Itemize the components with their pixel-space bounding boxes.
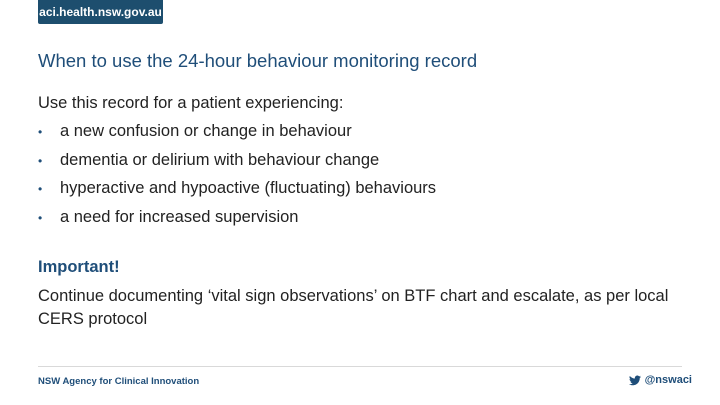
list-item bbox=[38, 204, 436, 233]
list-item bbox=[38, 175, 436, 204]
footer-divider bbox=[38, 366, 682, 367]
bullet-icon: • bbox=[38, 125, 43, 139]
criteria-list bbox=[38, 118, 436, 232]
intro-text: Use this record for a patient experiencing: bbox=[38, 94, 344, 112]
important-note: Continue documenting ‘vital sign observations’ on BTF chart and escalate, as per local CERS protocol bbox=[38, 287, 669, 328]
important-heading: Important! bbox=[38, 258, 120, 276]
footer-organisation: NSW Agency for Clinical Innovation bbox=[38, 376, 200, 387]
list-item bbox=[38, 118, 436, 147]
bullet-icon: • bbox=[38, 153, 43, 168]
twitter-handle-text: @nswaci bbox=[644, 374, 692, 386]
website-badge bbox=[38, 0, 163, 24]
list-item-text: a need for increased supervision bbox=[60, 207, 299, 226]
list-item-text: a new confusion or change in behaviour bbox=[60, 122, 352, 140]
list-item-text: dementia or delirium with behaviour change bbox=[60, 150, 380, 169]
twitter-handle-link[interactable] bbox=[629, 374, 692, 386]
website-badge-text: aci.health.nsw.gov.au bbox=[39, 5, 162, 19]
twitter-icon bbox=[629, 375, 641, 386]
bullet-icon: • bbox=[38, 182, 43, 196]
list-item-text: hyperactive and hypoactive (fluctuating) behaviours bbox=[60, 179, 437, 197]
page-title: When to use the 24-hour behaviour monitoring record bbox=[38, 50, 478, 71]
bullet-icon: • bbox=[38, 210, 43, 225]
list-item bbox=[38, 147, 436, 176]
